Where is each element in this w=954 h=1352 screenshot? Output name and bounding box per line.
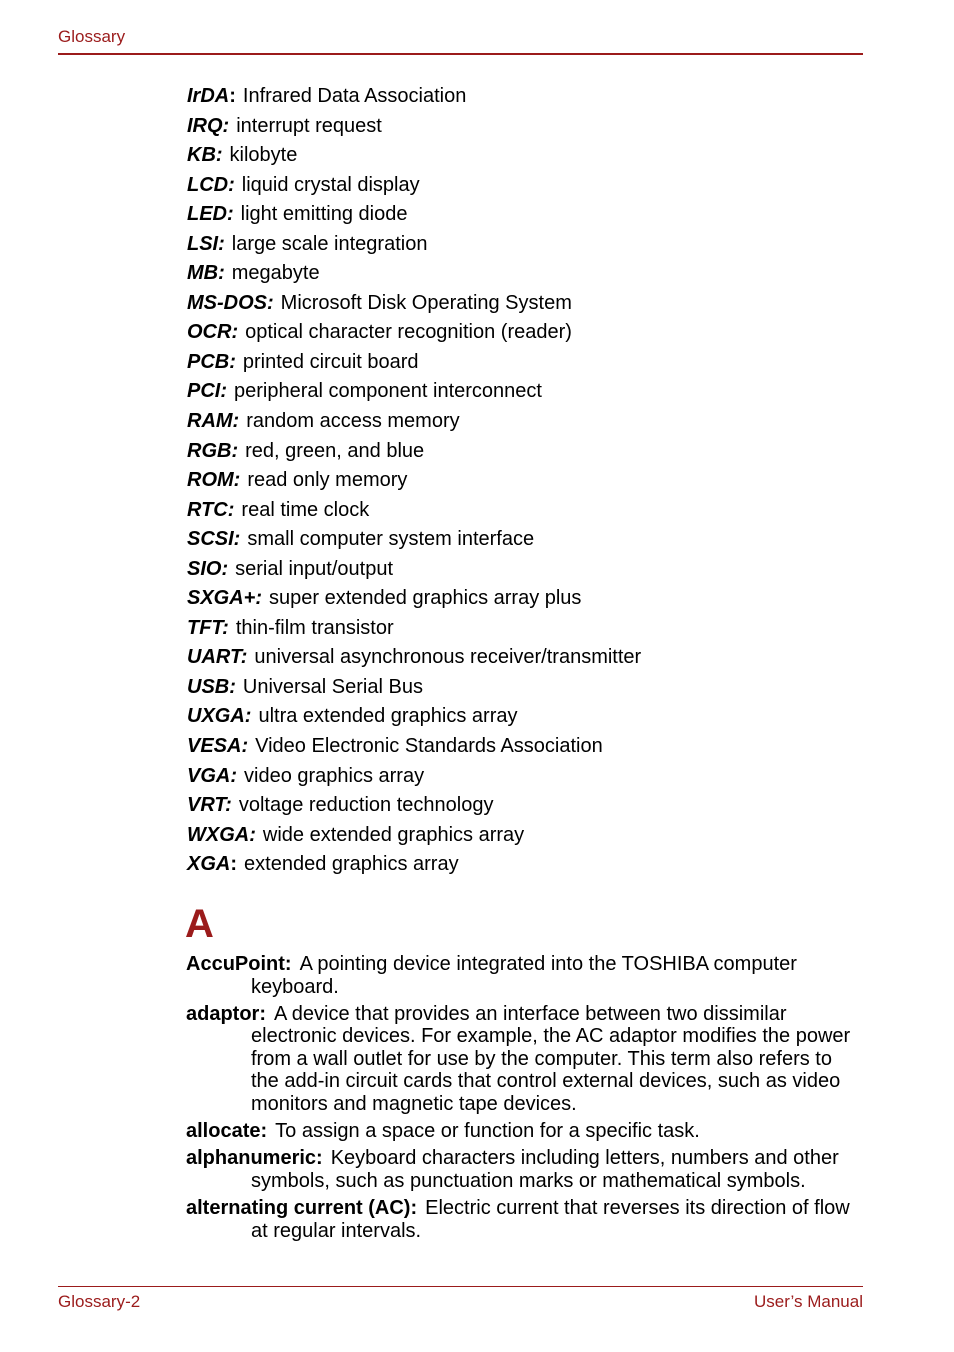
- abbreviation-item: [187, 762, 867, 792]
- abbreviation-definition: interrupt request: [236, 114, 382, 137]
- abbreviation-item: [187, 318, 867, 348]
- abbreviation-item: [187, 643, 867, 673]
- glossary-definition: Keyboard characters including letters, numbers and other symbols, such as punctuation marks or mathematical symbols.: [251, 1147, 839, 1192]
- abbreviation-term: TFT:: [187, 616, 229, 639]
- abbreviation-term: LED:: [187, 203, 234, 226]
- abbreviation-term: XGA: [187, 853, 231, 876]
- abbreviation-definition: random access memory: [246, 410, 460, 433]
- abbreviation-separator: :: [229, 85, 236, 107]
- abbreviation-item: [187, 614, 867, 644]
- abbreviation-term: VESA:: [187, 735, 249, 758]
- abbreviation-definition: Infrared Data Association: [242, 85, 467, 107]
- abbreviation-term: VRT:: [187, 794, 232, 817]
- abbreviation-item: [187, 289, 867, 319]
- header-rule: [58, 53, 863, 55]
- abbreviation-term: SCSI:: [187, 528, 241, 551]
- abbreviation-item: [187, 791, 867, 821]
- abbreviation-term: LCD:: [187, 173, 235, 196]
- abbreviation-definition: wide extended graphics array: [262, 823, 525, 846]
- abbreviation-term: USB:: [187, 675, 236, 698]
- abbreviation-definition: universal asynchronous receiver/transmitter: [254, 646, 642, 669]
- abbreviation-term: IRQ:: [187, 114, 230, 137]
- abbreviation-item: [187, 555, 867, 585]
- glossary-term: adaptor:: [186, 1002, 266, 1025]
- glossary-entry: [186, 953, 862, 998]
- abbreviation-item: [187, 348, 867, 378]
- glossary-entry: [186, 1147, 862, 1192]
- abbreviation-item: [187, 525, 867, 555]
- glossary-definition: A device that provides an interface between two dissimilar electronic devices. For example, the AC adaptor modifies the power from a wall outlet for use by the computer. This term also refers to the add-in circuit cards that control external devices, such as video monitors and magnetic tape devices.: [251, 1002, 851, 1116]
- abbreviation-definition: Universal Serial Bus: [242, 675, 423, 698]
- abbreviation-definition: video graphics array: [244, 764, 425, 787]
- abbreviation-definition: red, green, and blue: [245, 439, 425, 462]
- abbreviation-term: PCB:: [187, 350, 236, 373]
- abbreviation-definition: light emitting diode: [240, 203, 408, 226]
- abbreviation-term: OCR:: [187, 321, 239, 344]
- abbreviation-term: PCI:: [187, 380, 227, 403]
- abbreviation-definition: large scale integration: [231, 232, 428, 255]
- abbreviation-definition: printed circuit board: [242, 350, 419, 373]
- abbreviation-item: [187, 732, 867, 762]
- abbreviation-item: [187, 821, 867, 851]
- abbreviation-term: KB:: [187, 144, 223, 167]
- abbreviation-item: [187, 584, 867, 614]
- running-header: Glossary: [58, 27, 126, 46]
- footer-rule: [58, 1286, 863, 1287]
- abbreviation-term: UXGA:: [187, 705, 252, 728]
- abbreviation-definition: read only memory: [247, 469, 408, 492]
- abbreviation-definition: kilobyte: [229, 144, 298, 167]
- section-letter-heading: A: [185, 902, 214, 946]
- abbreviation-item: [187, 466, 867, 496]
- abbreviation-term: IrDA: [187, 85, 230, 107]
- glossary-term: alternating current (AC):: [186, 1196, 418, 1219]
- abbreviation-definition: optical character recognition (reader): [245, 321, 572, 344]
- abbreviation-term: SIO:: [187, 557, 229, 580]
- abbreviation-item: [187, 673, 867, 703]
- abbreviation-item: [187, 259, 867, 289]
- abbreviation-definition: peripheral component interconnect: [234, 380, 542, 403]
- abbreviation-item: [187, 112, 867, 142]
- glossary-definition: A pointing device integrated into the TOSHIBA computer keyboard.: [251, 953, 797, 998]
- abbreviation-term: WXGA:: [187, 823, 256, 846]
- abbreviation-item: [187, 200, 867, 230]
- glossary-definition: To assign a space or function for a specific task.: [275, 1120, 700, 1143]
- abbreviation-definition: Microsoft Disk Operating System: [280, 291, 572, 314]
- abbreviation-item: [187, 230, 867, 260]
- abbreviation-definition: megabyte: [231, 262, 320, 285]
- glossary-definition: Electric current that reverses its direction of flow at regular intervals.: [251, 1196, 850, 1242]
- abbreviation-term: LSI:: [187, 232, 225, 255]
- glossary-entry: [186, 1003, 862, 1116]
- abbreviation-term: MS-DOS:: [187, 291, 274, 314]
- abbreviation-item: [187, 82, 867, 112]
- glossary-term: alphanumeric:: [186, 1147, 323, 1170]
- abbreviation-item: [187, 377, 867, 407]
- abbreviation-definition: real time clock: [241, 498, 370, 521]
- abbreviation-definition: thin-film transistor: [235, 616, 394, 639]
- abbreviation-term: UART:: [187, 646, 248, 669]
- abbreviation-item: [187, 407, 867, 437]
- abbreviation-term: SXGA+:: [187, 587, 263, 610]
- abbreviation-item: [187, 702, 867, 732]
- abbreviation-term: MB:: [187, 262, 225, 285]
- page-number: Glossary-2: [58, 1292, 141, 1311]
- abbreviation-definition: small computer system interface: [247, 528, 535, 551]
- abbreviation-definition: voltage reduction technology: [238, 794, 494, 817]
- abbreviation-term: ROM:: [187, 469, 241, 492]
- abbreviation-definition: super extended graphics array plus: [269, 587, 582, 610]
- abbreviation-term: RAM:: [187, 410, 240, 433]
- abbreviation-item: [187, 141, 867, 171]
- abbreviation-separator: :: [230, 853, 238, 876]
- glossary-entry: [186, 1120, 862, 1143]
- glossary-term: AccuPoint:: [186, 953, 292, 975]
- abbreviation-definition: liquid crystal display: [241, 173, 420, 196]
- abbreviation-list: [187, 82, 867, 880]
- abbreviation-item: [187, 850, 867, 880]
- abbreviation-term: RTC:: [187, 498, 235, 521]
- abbreviation-term: RGB:: [187, 439, 239, 462]
- abbreviation-item: [187, 437, 867, 467]
- abbreviation-definition: ultra extended graphics array: [258, 705, 518, 728]
- abbreviation-term: VGA:: [187, 764, 237, 787]
- abbreviation-definition: Video Electronic Standards Association: [255, 735, 603, 758]
- abbreviation-item: [187, 171, 867, 201]
- definition-list: [186, 953, 862, 1247]
- manual-title: User’s Manual: [754, 1292, 863, 1311]
- glossary-term: allocate:: [186, 1120, 268, 1143]
- abbreviation-definition: serial input/output: [235, 557, 394, 580]
- glossary-entry: [186, 1197, 862, 1242]
- abbreviation-definition: extended graphics array: [244, 853, 459, 876]
- abbreviation-item: [187, 496, 867, 526]
